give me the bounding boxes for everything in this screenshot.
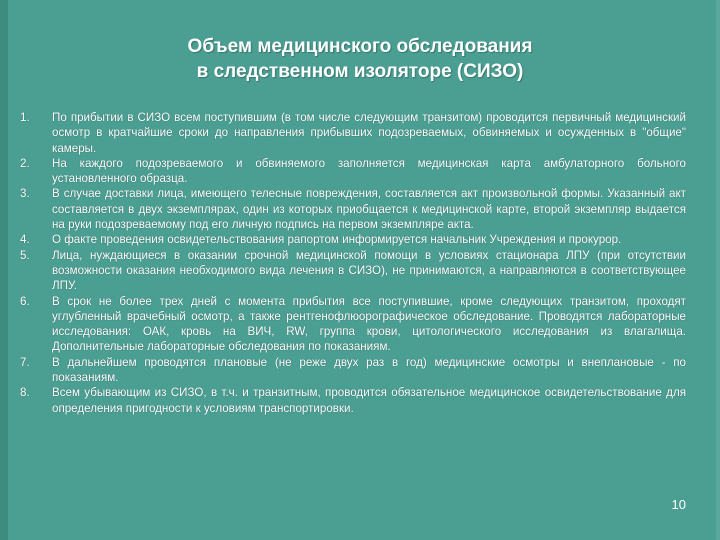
title-line-1: Объем медицинского обследования (187, 36, 533, 57)
list-item-number: 3. (20, 187, 30, 201)
list-item-text: На каждого подозреваемого и обвиняемого заполняется медицинская карта амбулаторного больного установленного образца. (52, 156, 686, 186)
title-line-2: в следственном изоляторе (СИЗО) (196, 61, 524, 82)
list-item (20, 294, 686, 355)
list-item-text: В дальнейшем проводятся плановые (не реже двух раз в год) медицинские осмотры и внеплановые - по показаниям. (52, 355, 686, 385)
list-item-number: 6. (20, 294, 30, 308)
procedure-list (20, 110, 686, 416)
list-item-text: В срок не более трех дней с момента прибытия все поступившие, кроме следующих транзитом, проходят углубленный врачебный осмотр, а также рентгенофлюорографическое обследование. Проводятся лабораторные исследования: ОАК, кровь на ВИЧ, RW, группа крови, цитологического исследования из влагалища. Дополнительные лабораторные обследования по показаниям. (52, 294, 686, 354)
list-item-text: Всем убывающим из СИЗО, в т.ч. и транзитным, проводится обязательное медицинское освидетельствование для определения пригодности к условиям транспортировки. (52, 386, 686, 415)
list-item-number: 8. (20, 386, 30, 400)
page-number: 10 (671, 497, 686, 512)
list-item-text: О факте проведения освидетельствования рапортом информируется начальник Учреждения и прокурор. (52, 233, 622, 247)
content (20, 110, 686, 416)
list-item (20, 232, 686, 247)
list-item (20, 248, 686, 294)
list-item-number: 1. (20, 111, 30, 124)
list-item (20, 355, 686, 386)
list-item-text: Лица, нуждающиеся в оказании срочной медицинской помощи в условиях стационара ЛПУ (при отсутствии возможности оказания необходимого вида лечения в СИЗО), не принимаются, а направляются в соответствующее ЛПУ. (52, 248, 686, 293)
list-item-number: 7. (20, 355, 30, 369)
list-item-number: 2. (20, 156, 30, 170)
left-stripe (0, 0, 8, 540)
list-item-text: В случае доставки лица, имеющего телесные повреждения, составляется акт произвольной формы. Указанный акт составляется в двух экземплярах, один из которых приобщается к медицинской карте, второй экземпляр выдается на руки подозреваемому под его личную подпись на первом экземпляре акта. (52, 187, 686, 232)
list-item (20, 385, 686, 416)
list-item-number: 4. (20, 233, 30, 247)
right-stripe (716, 0, 720, 540)
list-item-text: По прибытии в СИЗО всем поступившим (в том числе следующим транзитом) проводится первичный медицинский осмотр в кратчайшие сроки до направления прибывших подозреваемых, обвиняемых и осужденных в "общие" камеры. (52, 111, 686, 155)
list-item-number: 5. (20, 248, 30, 262)
list-item (20, 110, 686, 156)
list-item (20, 186, 686, 232)
list-item (20, 156, 686, 187)
slide-title (60, 34, 660, 84)
